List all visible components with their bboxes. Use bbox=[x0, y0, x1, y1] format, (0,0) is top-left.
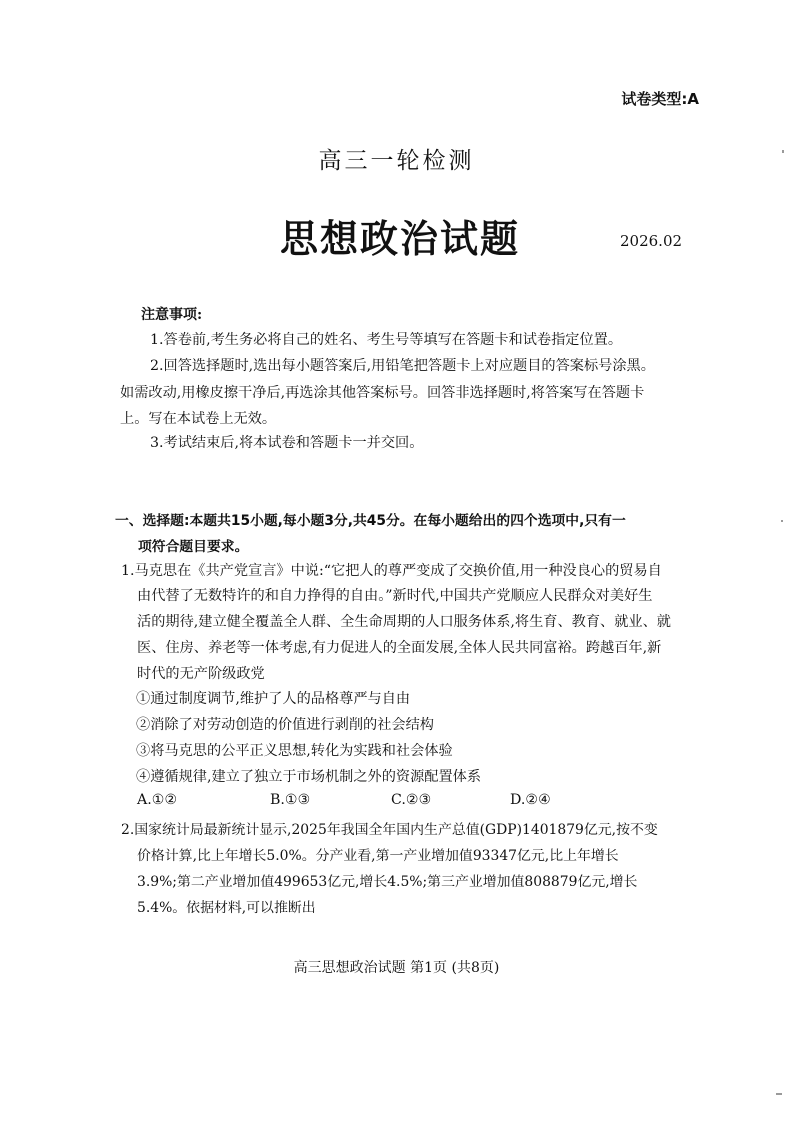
statement: ①通过制度调节,维护了人的品格尊严与自由 bbox=[136, 691, 411, 707]
question-stem: 1.马克思在《共产党宣言》中说:“它把人的尊严变成了交换价值,用一种没良心的贸易自 bbox=[121, 563, 662, 579]
statement: ②消除了对劳动创造的价值进行剥削的社会结构 bbox=[136, 717, 434, 733]
notes-line: 如需改动,用橡皮擦干净后,再选涂其他答案标号。回答非选择题时,将答案写在答题卡 bbox=[120, 385, 645, 401]
question-stem: 由代替了无数特许的和自力挣得的自由。”新时代,中国共产党顺应人民群众对美好生 bbox=[137, 588, 653, 604]
section-heading: 项符合题目要求。 bbox=[138, 539, 249, 555]
exam-subtitle: 高三一轮检测 bbox=[318, 148, 475, 174]
section-heading: 一、选择题:本题共15小题,每小题3分,共45分。在每小题给出的四个选项中,只有一 bbox=[115, 513, 626, 529]
question-stem: 5.4%。依据材料,可以推断出 bbox=[137, 900, 316, 916]
option-b: B.①③ bbox=[270, 792, 311, 808]
option-d: D.②④ bbox=[510, 792, 551, 808]
question-stem: 医、住房、养老等一体考虑,有力促进人的全面发展,全体人民共同富裕。跨越百年,新 bbox=[137, 640, 662, 656]
paper-type-label: 试卷类型:A bbox=[621, 90, 699, 108]
question-stem: 3.9%;第二产业增加值499653亿元,增长4.5%;第三产业增加值808879亿元,增长 bbox=[137, 874, 638, 890]
question-stem: 价格计算,比上年增长5.0%。分产业看,第一产业增加值93347亿元,比上年增长 bbox=[137, 848, 619, 864]
scan-speck bbox=[776, 1093, 782, 1095]
scan-speck bbox=[782, 150, 784, 153]
option-a: A.①② bbox=[137, 792, 178, 808]
question-stem: 时代的无产阶级政党 bbox=[137, 666, 265, 682]
notes-heading: 注意事项: bbox=[141, 307, 203, 323]
statement: ④遵循规律,建立了独立于市场机制之外的资源配置体系 bbox=[136, 769, 482, 785]
notes-line: 上。写在本试卷上无效。 bbox=[120, 411, 277, 427]
exam-title: 思想政治试题 bbox=[280, 216, 521, 261]
question-stem: 活的期待,建立健全覆盖全人群、全生命周期的人口服务体系,将生育、教育、就业、就 bbox=[137, 614, 671, 630]
exam-date: 2026.02 bbox=[620, 232, 683, 250]
notes-line: 1.答卷前,考生务必将自己的姓名、考生号等填写在答题卡和试卷指定位置。 bbox=[150, 332, 623, 348]
question-stem: 2.国家统计局最新统计显示,2025年我国全年国内生产总值(GDP)1401879亿元,按不变 bbox=[121, 822, 658, 838]
option-c: C.②③ bbox=[391, 792, 432, 808]
statement: ③将马克思的公平正义思想,转化为实践和社会体验 bbox=[136, 743, 453, 759]
scan-speck bbox=[781, 520, 783, 522]
notes-line: 2.回答选择题时,选出每小题答案后,用铅笔把答题卡上对应题目的答案标号涂黑。 bbox=[150, 358, 655, 374]
notes-line: 3.考试结束后,将本试卷和答题卡一并交回。 bbox=[150, 435, 424, 451]
page-footer: 高三思想政治试题 第1页 (共8页) bbox=[293, 960, 500, 976]
